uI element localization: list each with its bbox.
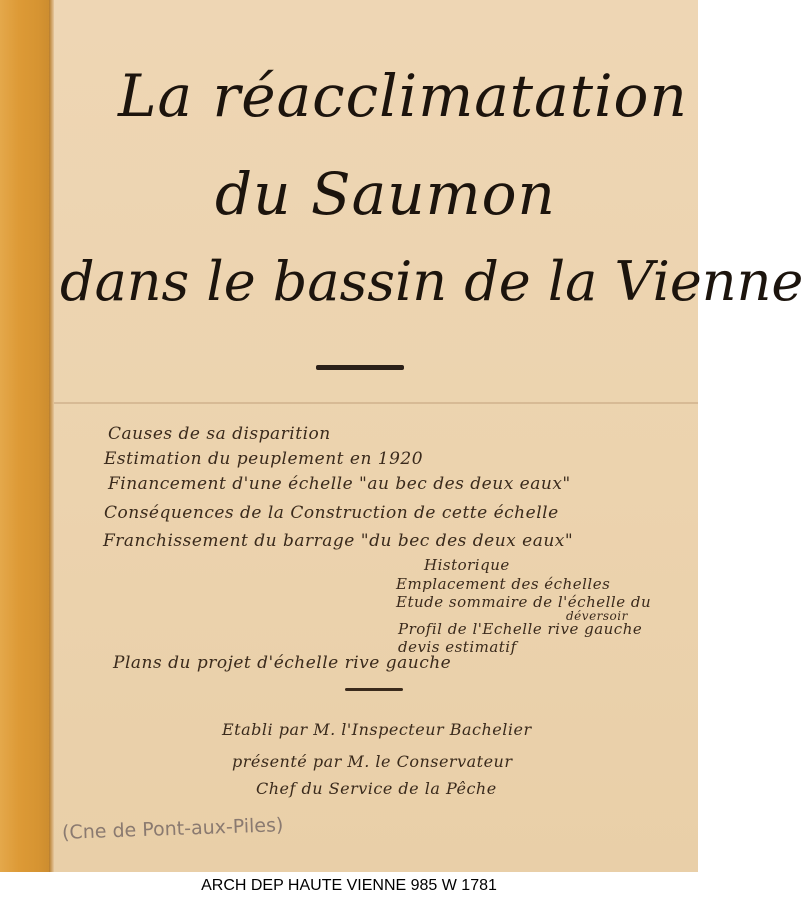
subcontents-item: déversoir [566,609,628,623]
archive-caption: ARCH DEP HAUTE VIENNE 985 W 1781 [0,872,698,900]
title-divider [316,365,404,370]
spine-edge [49,0,54,872]
subcontents-item: devis estimatif [398,638,517,656]
contents-item: Franchissement du barrage "du bec des deux eaux" [103,531,574,551]
contents-item: Causes de sa disparition [108,424,331,444]
spine-binding [0,0,54,872]
credits-divider [345,688,403,691]
subcontents-item: Profil de l'Echelle rive gauche [398,620,643,638]
plans-line: Plans du projet d'échelle rive gauche [113,653,452,673]
page-fold [54,402,698,404]
credit-line: Etabli par M. l'Inspecteur Bachelier [222,720,532,739]
subcontents-item: Historique [424,556,510,574]
subcontents-item: Emplacement des échelles [396,575,611,593]
contents-item: Conséquences de la Construction de cette échelle [104,503,559,523]
title-line-1: La réacclimatation [118,62,688,130]
title-line-3: dans le bassin de la Vienne [60,250,803,313]
contents-item: Estimation du peuplement en 1920 [104,449,424,469]
title-line-2: du Saumon [215,160,556,228]
contents-item: Financement d'une échelle "au bec des deux eaux" [108,474,571,494]
subcontents-item: Etude sommaire de l'échelle du [396,593,652,611]
credit-line: présenté par M. le Conservateur [232,752,513,771]
credit-line: Chef du Service de la Pêche [256,779,497,798]
pencil-note: (Cne de Pont-aux-Piles) [61,814,284,844]
